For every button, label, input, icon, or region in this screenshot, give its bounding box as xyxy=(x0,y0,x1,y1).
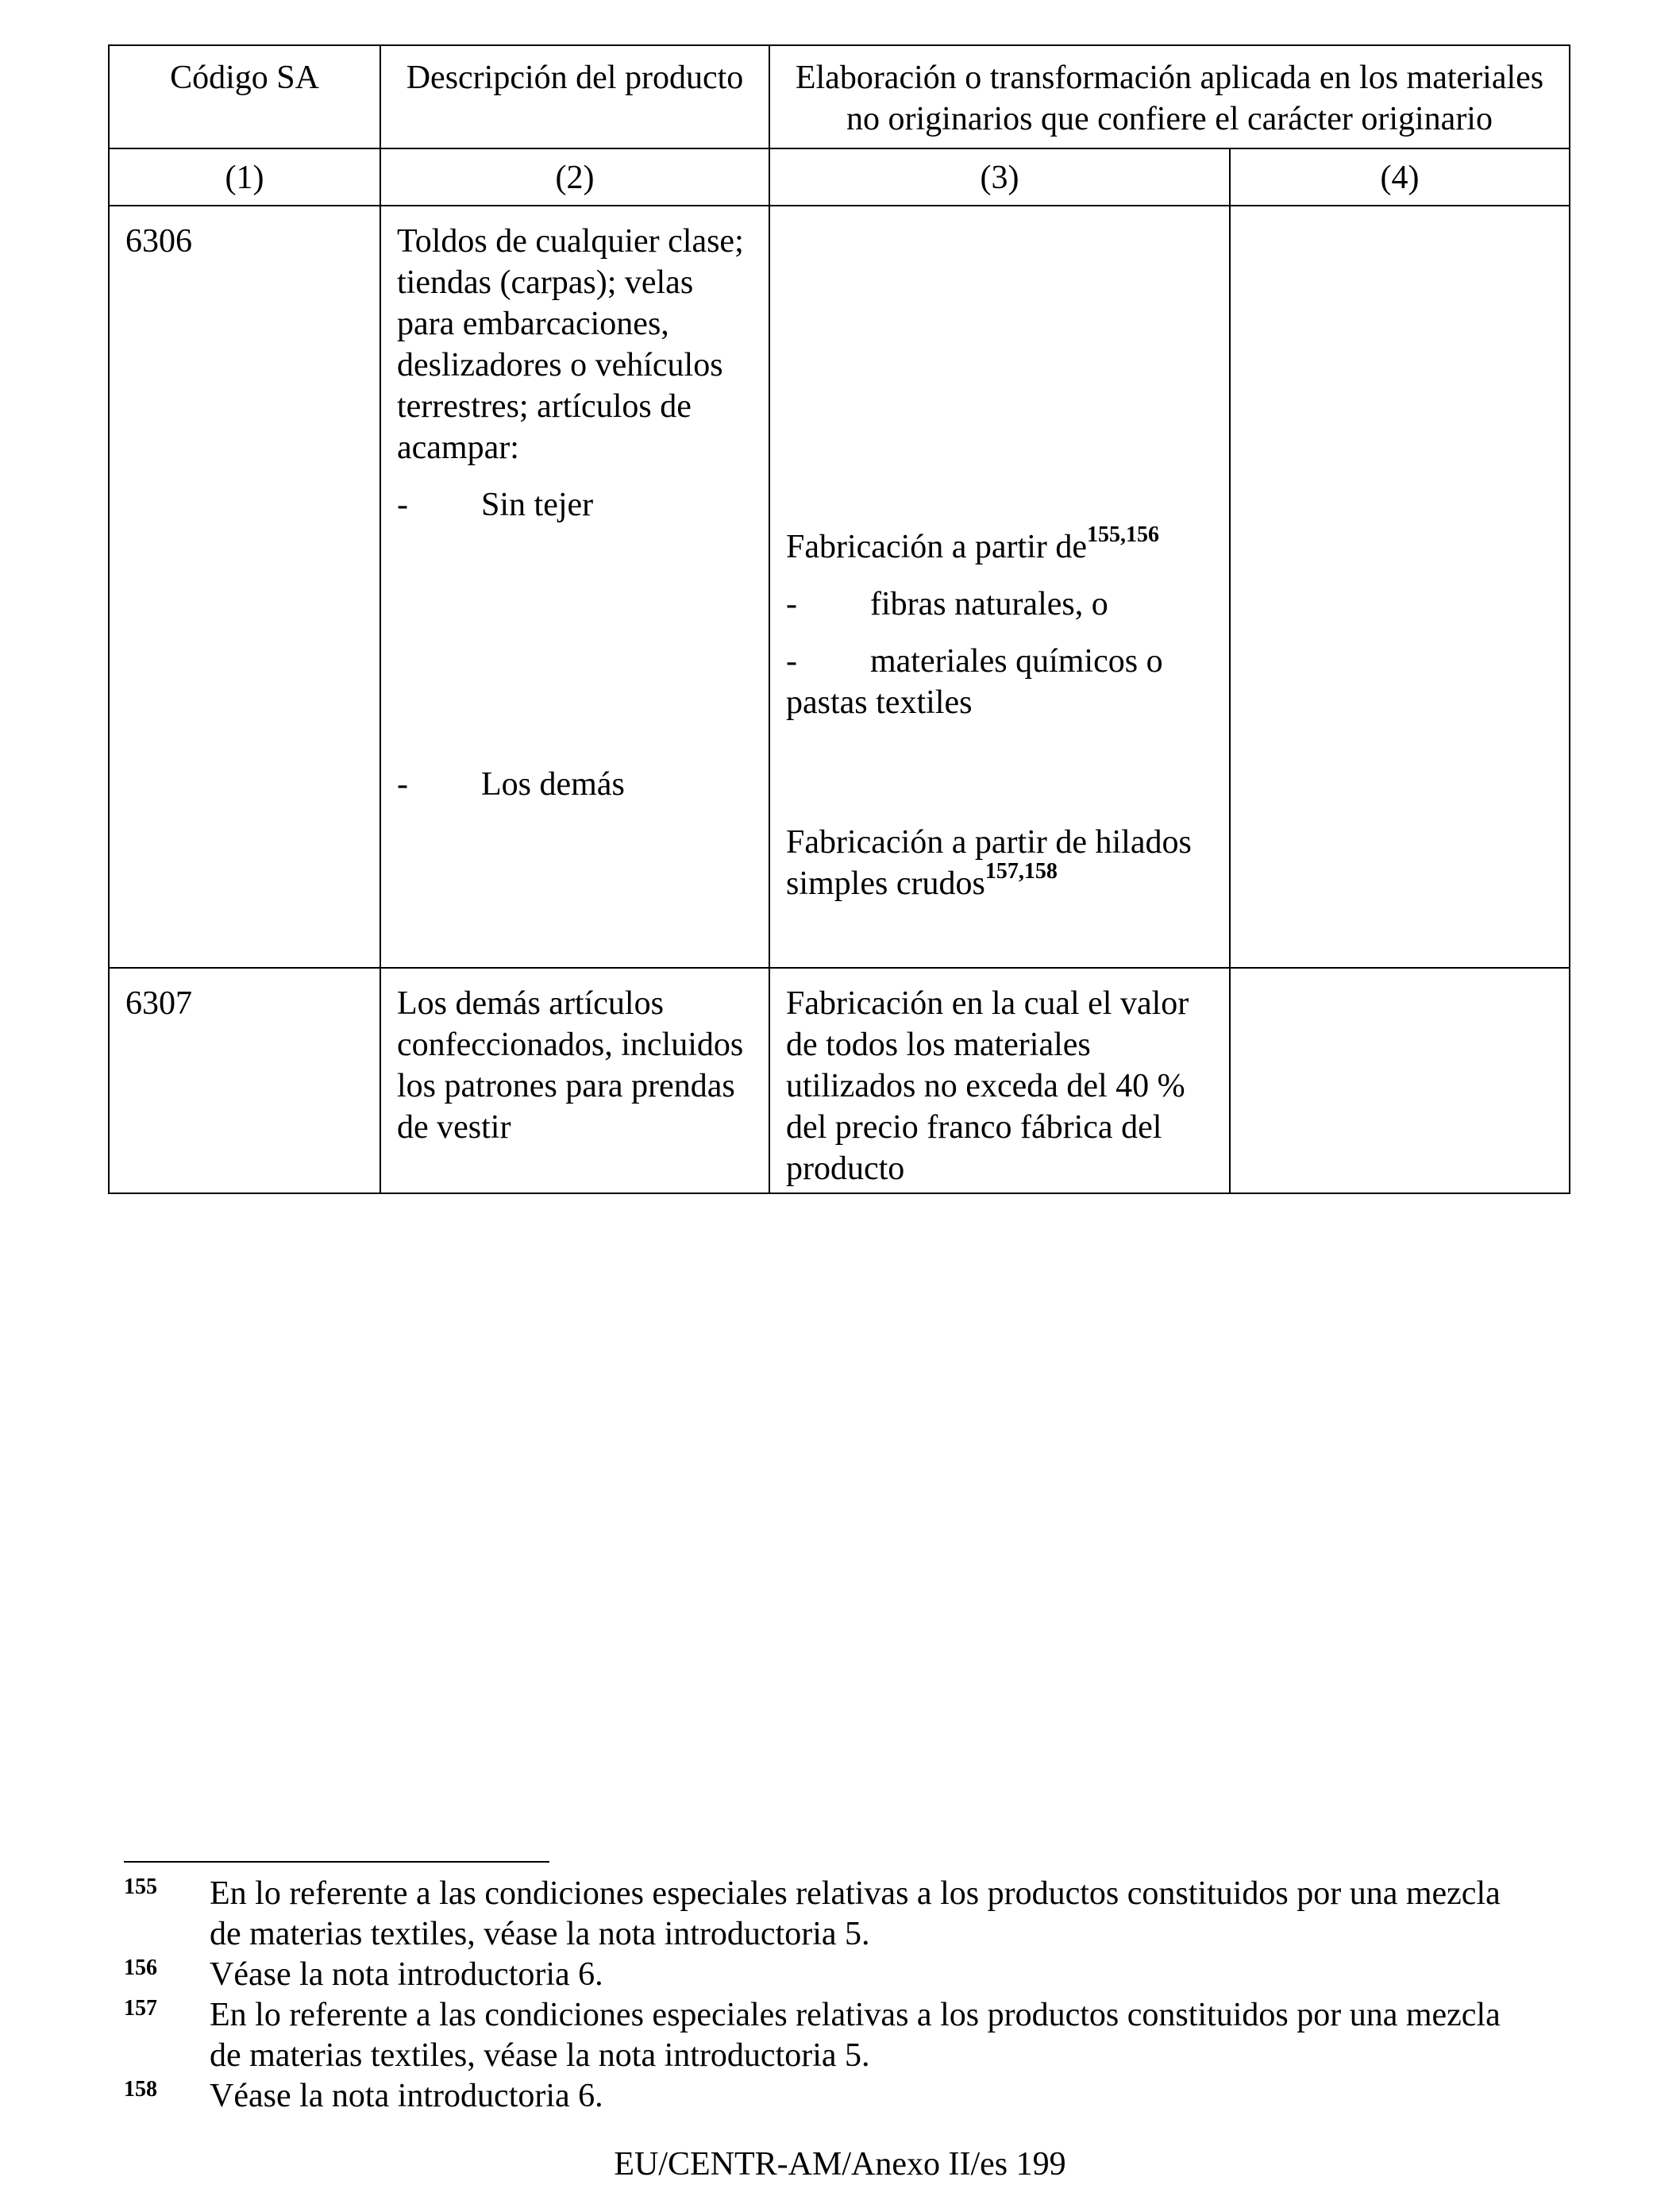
footnote-text: En lo referente a las condiciones especiales relativas a los productos constituidos por una mezcla de materias textiles, véase la nota introductoria 5. xyxy=(210,1875,1501,1952)
footnote-number: 157 xyxy=(124,1996,157,2021)
footnote xyxy=(124,1995,1521,2076)
dash-marker: - xyxy=(786,643,797,680)
hs-code-cell xyxy=(109,968,380,1193)
column-number-4: (4) xyxy=(1230,148,1570,206)
rule-cell xyxy=(769,968,1230,1193)
footnote-number: 155 xyxy=(124,1875,157,1899)
subitem-label: Los demás xyxy=(481,766,625,803)
rule-point xyxy=(786,584,1213,625)
footnote-separator xyxy=(124,1861,549,1863)
dash-marker: - xyxy=(397,766,408,803)
column-number-2: (2) xyxy=(380,148,769,206)
footnote-text: En lo referente a las condiciones especiales relativas a los productos constituidos por una mezcla de materias textiles, véase la nota introductoria 5. xyxy=(210,1997,1501,2074)
footnote-text: Véase la nota introductoria 6. xyxy=(210,2078,603,2114)
subitem-label: Sin tejer xyxy=(481,487,594,523)
rule-nonwoven-intro xyxy=(786,522,1213,568)
rule-other-text: Fabricación a partir de hilados simples crudos xyxy=(786,824,1192,902)
footnote-ref: 157,158 xyxy=(984,859,1058,884)
rule-point-text: fibras naturales, o xyxy=(870,586,1108,622)
rule-cell xyxy=(769,206,1230,968)
column-number-1: (1) xyxy=(109,148,380,206)
product-description: Toldos de cualquier clase; tiendas (carpas); velas para embarcaciones, deslizadores o vehículos terrestres; artículos de acampar: xyxy=(397,223,744,466)
table-header-row xyxy=(109,45,1570,148)
footnote-text: Véase la nota introductoria 6. xyxy=(210,1956,603,1993)
description-cell xyxy=(380,968,769,1193)
footnote xyxy=(124,1874,1521,1955)
dash-marker: - xyxy=(786,586,797,622)
header-working-processing: Elaboración o transformación aplicada en los materiales no originarios que confiere el carácter originario xyxy=(769,45,1570,148)
table-row xyxy=(109,968,1570,1193)
rule-intro-text: Fabricación a partir de xyxy=(786,529,1087,565)
footnote-number: 156 xyxy=(124,1955,157,1980)
description-cell xyxy=(380,206,769,968)
header-hs-code: Código SA xyxy=(109,45,380,148)
page-footer: EU/CENTR-AM/Anexo II/es 199 xyxy=(614,2146,1066,2183)
hs-code: 6306 xyxy=(125,223,192,260)
column-4-cell xyxy=(1230,206,1570,968)
column-4-cell xyxy=(1230,968,1570,1193)
product-description: Los demás artículos confeccionados, incluidos los patrones para prendas de vestir xyxy=(397,985,744,1146)
rule-spacer xyxy=(786,221,1213,526)
header-product-description: Descripción del producto xyxy=(380,45,769,148)
footnote xyxy=(124,1955,1521,1995)
rule-other xyxy=(786,822,1213,904)
dash-marker: - xyxy=(397,487,408,523)
footnote xyxy=(124,2076,1521,2117)
column-number-row xyxy=(109,148,1570,206)
hs-code-cell xyxy=(109,206,380,968)
rule-text: Fabricación en la cual el valor de todos los materiales utilizados no exceda del 40 % del precio franco fábrica del producto xyxy=(786,985,1189,1187)
footnote-ref: 155,156 xyxy=(1086,522,1159,547)
footnotes xyxy=(124,1874,1521,2117)
subitem-other xyxy=(397,764,753,805)
hs-code: 6307 xyxy=(125,985,192,1022)
footnote-number: 158 xyxy=(124,2077,157,2102)
subitem-nonwoven xyxy=(397,484,753,526)
column-number-3: (3) xyxy=(769,148,1230,206)
origin-rules-table xyxy=(108,44,1570,1194)
table-row xyxy=(109,206,1570,968)
rule-point-text: materiales químicos o pastas textiles xyxy=(786,643,1163,721)
rule-point xyxy=(786,641,1213,723)
